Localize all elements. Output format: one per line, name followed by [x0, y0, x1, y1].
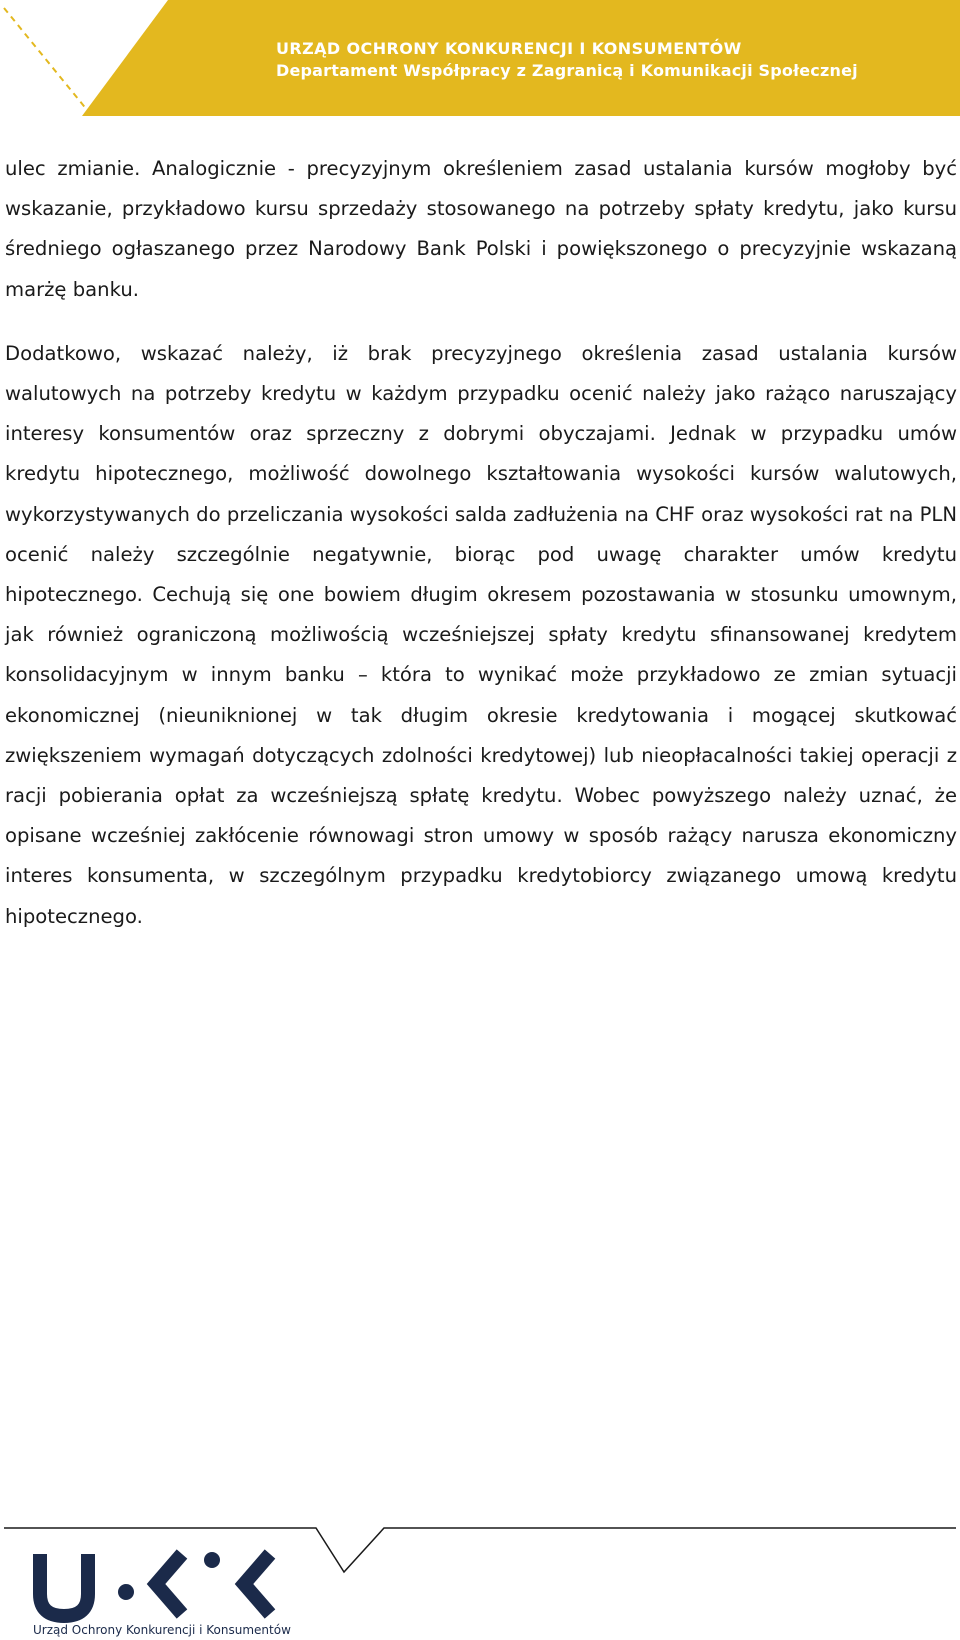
footer-graphics: [0, 1520, 960, 1640]
header-text: [276, 38, 858, 82]
logo-dot-1: [118, 1584, 134, 1600]
logo-chevron-1: [156, 1554, 182, 1614]
dashed-diagonal-line: [4, 8, 92, 116]
paragraph-continuation: ulec zmianie. Analogicznie - precyzyjnym określeniem zasad ustalania kursów mogłoby być wskazanie, przykładowo kursu sprzedaży stosowanego na potrzeby spłaty kredytu, jako kursu średniego ogłaszanego przez Narodowy Bank Polski i powiększonego o precyzyjnie wskazaną marżę banku.: [5, 157, 957, 301]
logo-chevron-2: [244, 1554, 270, 1614]
document-body: [5, 149, 957, 937]
logo-letter-u: [40, 1554, 88, 1616]
footer-rule-with-notch: [4, 1528, 956, 1572]
department-name: Departament Współpracy z Zagranicą i Komunikacji Społecznej: [276, 61, 858, 80]
paragraph-main: Dodatkowo, wskazać należy, iż brak precyzyjnego określenia zasad ustalania kursów walutowych na potrzeby kredytu w każdym przypadku ocenić należy jako rażąco naruszający interesy konsumentów oraz sprzeczny z dobrymi obyczajami. Jednak w przypadku umów kredytu hipotecznego, możliwość dowolnego kształtowania wysokości kursów walutowych, wykorzystywanych do przeliczania wysokości salda zadłużenia na CHF oraz wysokości rat na PLN ocenić należy szczególnie negatywnie, biorąc pod uwagę charakter umów kredytu hipotecznego. Cechują się one bowiem długim okresem pozostawania w stosunku umownym, jak również ograniczoną możliwością wcześniejszej spłaty kredytu sfinansowanej kredytem konsolidacyjnym w innym banku – która to wynikać może przykładowo ze zmian sytuacji ekonomicznej (nieuniknionej w tak długim okresie kredytowania i mogącej skutkować zwiększeniem wymagań dotyczących zdolności kredytowej) lub nieopłacalności takiej operacji z racji pobierania opłat za wcześniejszą spłatę kredytu. Wobec powyższego należy uznać, że opisane wcześniej zakłócenie równowagi stron umowy w sposób rażący narusza ekonomiczny interes konsumenta, w szczególnym przypadku kredytobiorcy związanego umową kredytu hipotecznego.: [5, 341, 957, 928]
office-name: URZĄD OCHRONY KONKURENCJI I KONSUMENTÓW: [276, 39, 742, 58]
logo-caption: Urząd Ochrony Konkurencji i Konsumentów: [33, 1623, 291, 1637]
page-header: [0, 0, 960, 120]
uokik-logo: [40, 1552, 270, 1616]
logo-dot-2: [204, 1552, 220, 1568]
page-footer: [0, 1520, 960, 1640]
